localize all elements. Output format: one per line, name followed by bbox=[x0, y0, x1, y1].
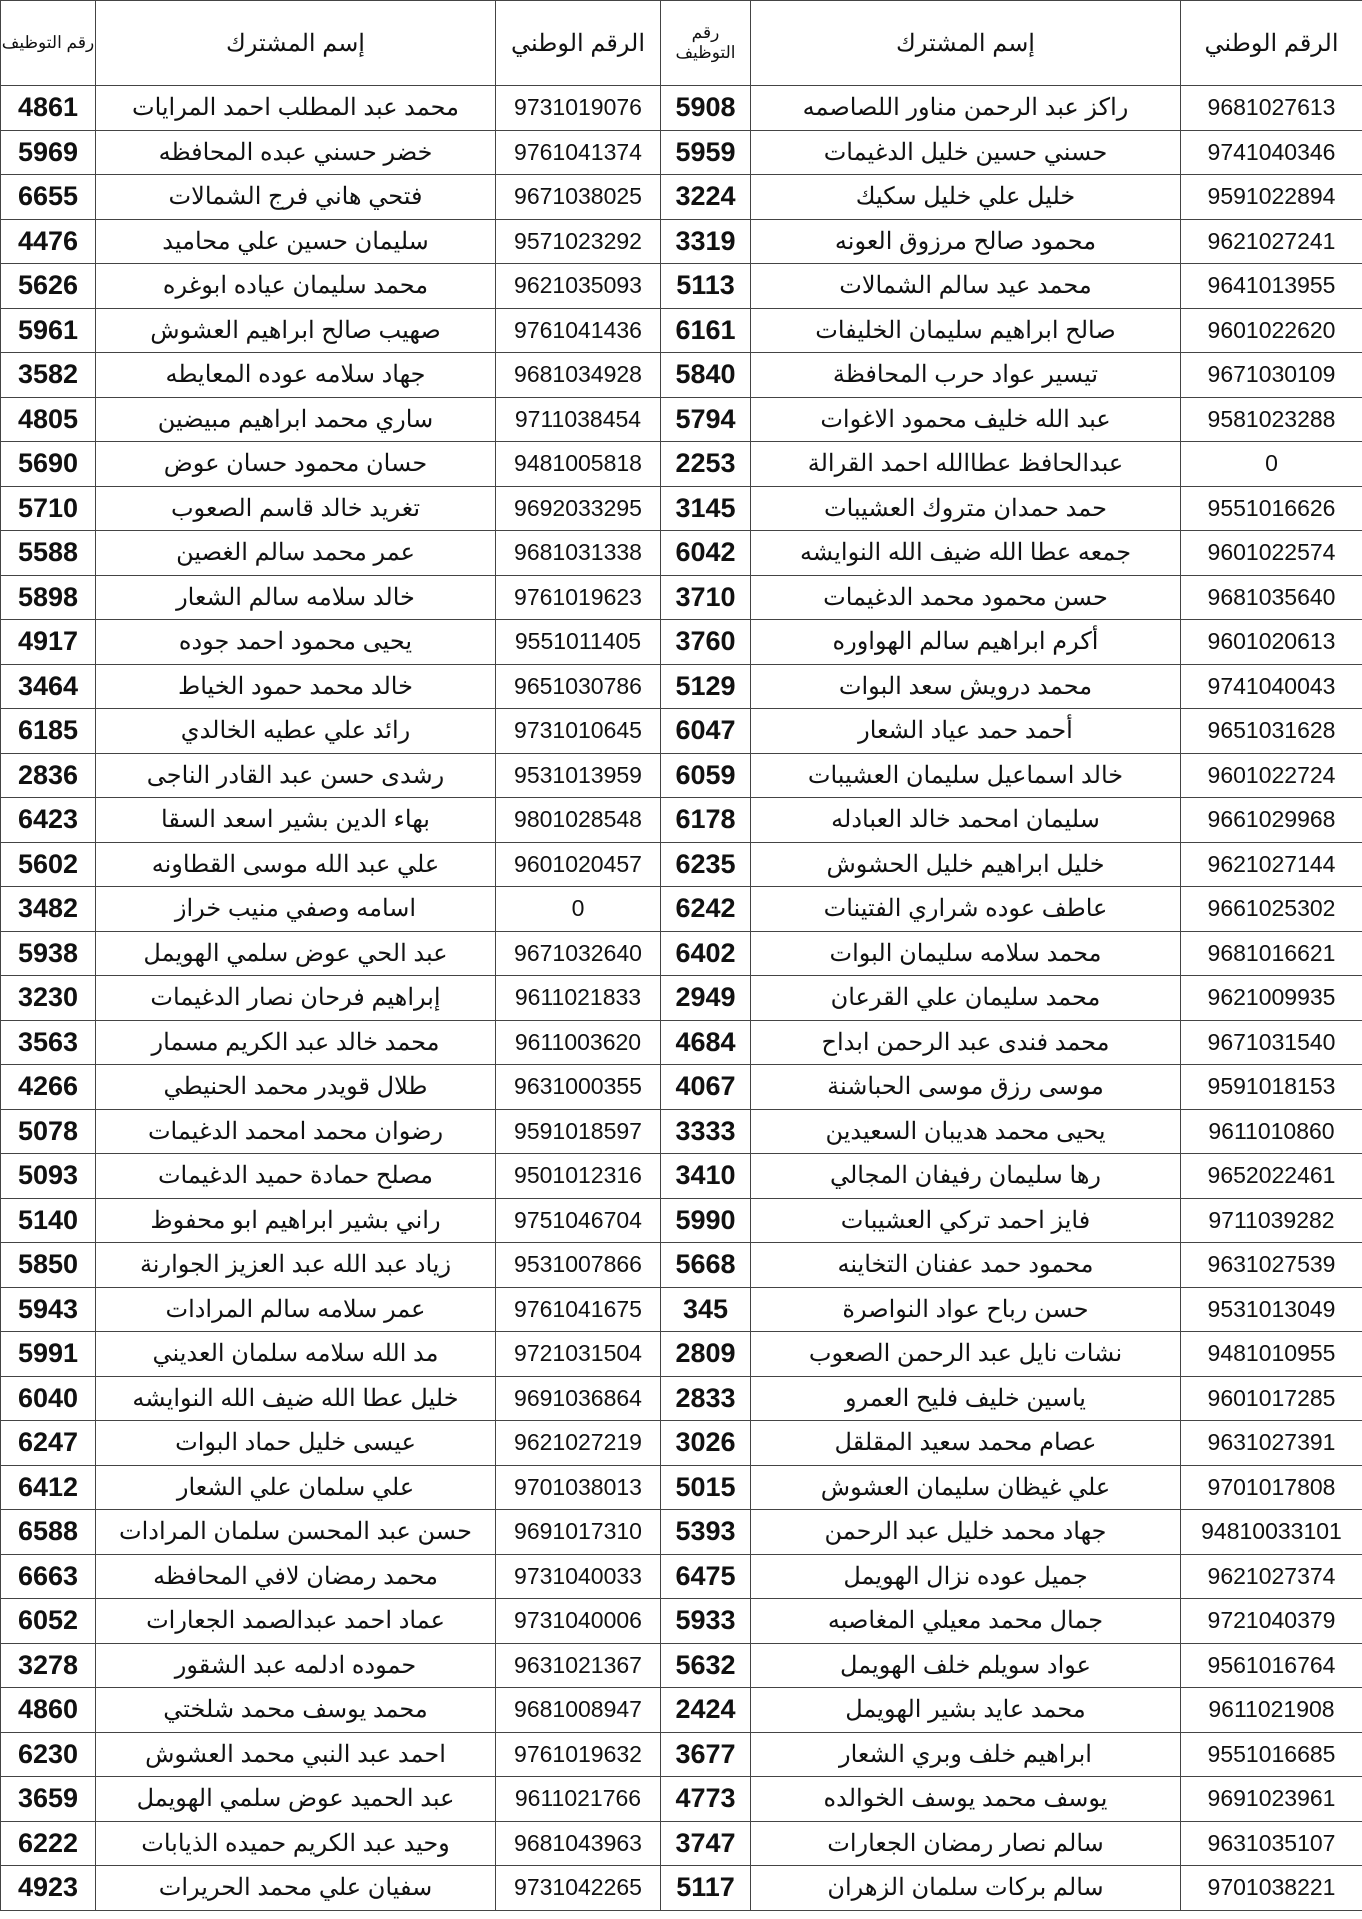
national-id-cell: 9721031504 bbox=[496, 1332, 661, 1377]
national-id-cell: 9801028548 bbox=[496, 798, 661, 843]
national-id-cell: 9691017310 bbox=[496, 1510, 661, 1555]
employee-no-cell: 6235 bbox=[661, 842, 751, 887]
employee-no-cell: 6042 bbox=[661, 531, 751, 576]
table-row bbox=[1, 709, 1362, 754]
table-row bbox=[1, 1821, 1362, 1866]
employee-no-cell: 5602 bbox=[1, 842, 96, 887]
table-row bbox=[1, 353, 1362, 398]
subscriber-name-cell: فايز احمد تركي العشيبات bbox=[751, 1198, 1181, 1243]
national-id-cell: 9651031628 bbox=[1181, 709, 1362, 754]
table-row bbox=[1, 1332, 1362, 1377]
national-id-cell: 9641013955 bbox=[1181, 264, 1362, 309]
subscriber-name-cell: محمد يوسف محمد شلختي bbox=[96, 1688, 496, 1733]
employee-no-cell: 5078 bbox=[1, 1109, 96, 1154]
header-national-id: الرقم الوطني bbox=[496, 1, 661, 86]
national-id-cell: 9651030786 bbox=[496, 664, 661, 709]
subscriber-name-cell: عاطف عوده شراري الفتينات bbox=[751, 887, 1181, 932]
subscriber-name-cell: ساري محمد ابراهيم مبيضين bbox=[96, 397, 496, 442]
subscriber-name-cell: محمد فندى عبد الرحمن ابداح bbox=[751, 1020, 1181, 1065]
subscriber-name-cell: احمد عبد النبي محمد العشوش bbox=[96, 1732, 496, 1777]
table-row bbox=[1, 1020, 1362, 1065]
employee-no-cell: 3659 bbox=[1, 1777, 96, 1822]
national-id-cell: 9681043963 bbox=[496, 1821, 661, 1866]
subscriber-name-cell: خليل علي خليل سكيك bbox=[751, 175, 1181, 220]
employee-no-cell: 3333 bbox=[661, 1109, 751, 1154]
table-row bbox=[1, 931, 1362, 976]
employee-no-cell: 345 bbox=[661, 1287, 751, 1332]
national-id-cell: 9601017285 bbox=[1181, 1376, 1362, 1421]
employee-no-cell: 2836 bbox=[1, 753, 96, 798]
employee-no-cell: 6655 bbox=[1, 175, 96, 220]
subscriber-name-cell: عواد سويلم خلف الهويمل bbox=[751, 1643, 1181, 1688]
employee-no-cell: 3230 bbox=[1, 976, 96, 1021]
employee-no-cell: 6161 bbox=[661, 308, 751, 353]
subscriber-name-cell: جميل عوده نزال الهويمل bbox=[751, 1554, 1181, 1599]
subscriber-name-cell: مصلح حمادة حميد الدغيمات bbox=[96, 1154, 496, 1199]
subscriber-name-cell: عبد الله خليف محمود الاغوات bbox=[751, 397, 1181, 442]
national-id-cell: 9761019632 bbox=[496, 1732, 661, 1777]
subscriber-name-cell: سليمان حسين علي محاميد bbox=[96, 219, 496, 264]
subscriber-name-cell: عبدالحافظ عطاالله احمد القرالة bbox=[751, 442, 1181, 487]
subscriber-name-cell: تغريد خالد قاسم الصعوب bbox=[96, 486, 496, 531]
subscriber-name-cell: عماد احمد عبدالصمد الجعارات bbox=[96, 1599, 496, 1644]
employee-no-cell: 5961 bbox=[1, 308, 96, 353]
national-id-cell: 9671030109 bbox=[1181, 353, 1362, 398]
table-row bbox=[1, 219, 1362, 264]
national-id-cell: 9531013959 bbox=[496, 753, 661, 798]
national-id-cell: 9701017808 bbox=[1181, 1465, 1362, 1510]
employee-no-cell: 3026 bbox=[661, 1421, 751, 1466]
national-id-cell: 9601022724 bbox=[1181, 753, 1362, 798]
subscriber-name-cell: نشات نايل عبد الرحمن الصعوب bbox=[751, 1332, 1181, 1377]
national-id-cell: 9621027144 bbox=[1181, 842, 1362, 887]
employee-no-cell: 3710 bbox=[661, 575, 751, 620]
employee-no-cell: 5117 bbox=[661, 1866, 751, 1911]
employee-no-cell: 2949 bbox=[661, 976, 751, 1021]
employee-no-cell: 5969 bbox=[1, 130, 96, 175]
employee-no-cell: 6052 bbox=[1, 1599, 96, 1644]
table-row bbox=[1, 1732, 1362, 1777]
employee-no-cell: 4917 bbox=[1, 620, 96, 665]
table-row bbox=[1, 620, 1362, 665]
subscriber-name-cell: أكرم ابراهيم سالم الهواوره bbox=[751, 620, 1181, 665]
national-id-cell: 9611021908 bbox=[1181, 1688, 1362, 1733]
employee-no-cell: 5668 bbox=[661, 1243, 751, 1288]
subscriber-name-cell: حسن محمود محمد الدغيمات bbox=[751, 575, 1181, 620]
national-id-cell: 9761041436 bbox=[496, 308, 661, 353]
employee-no-cell: 5140 bbox=[1, 1198, 96, 1243]
subscriber-name-cell: يوسف محمد يوسف الخوالده bbox=[751, 1777, 1181, 1822]
subscriber-name-cell: خضر حسني عبده المحافظه bbox=[96, 130, 496, 175]
employee-no-cell: 5710 bbox=[1, 486, 96, 531]
employee-no-cell: 5840 bbox=[661, 353, 751, 398]
national-id-cell: 9631000355 bbox=[496, 1065, 661, 1110]
national-id-cell: 9611021766 bbox=[496, 1777, 661, 1822]
national-id-cell: 9741040043 bbox=[1181, 664, 1362, 709]
national-id-cell: 9671031540 bbox=[1181, 1020, 1362, 1065]
subscriber-name-cell: وحيد عبد الكريم حميده الذيابات bbox=[96, 1821, 496, 1866]
employee-no-cell: 2833 bbox=[661, 1376, 751, 1421]
subscriber-name-cell: تيسير عواد حرب المحافظة bbox=[751, 353, 1181, 398]
national-id-cell: 9701038013 bbox=[496, 1465, 661, 1510]
employee-no-cell: 4266 bbox=[1, 1065, 96, 1110]
national-id-cell: 9711038454 bbox=[496, 397, 661, 442]
subscriber-name-cell: رشدى حسن عبد القادر الناجى bbox=[96, 753, 496, 798]
subscriber-name-cell: رائد علي عطيه الخالدي bbox=[96, 709, 496, 754]
national-id-cell: 94810033101 bbox=[1181, 1510, 1362, 1555]
employee-no-cell: 6040 bbox=[1, 1376, 96, 1421]
subscriber-name-cell: موسى رزق موسى الحباشنة bbox=[751, 1065, 1181, 1110]
employee-no-cell: 3747 bbox=[661, 1821, 751, 1866]
employee-no-cell: 3464 bbox=[1, 664, 96, 709]
table-row bbox=[1, 664, 1362, 709]
national-id-cell: 9601020457 bbox=[496, 842, 661, 887]
national-id-cell: 9741040346 bbox=[1181, 130, 1362, 175]
subscriber-name-cell: حسن عبد المحسن سلمان المرادات bbox=[96, 1510, 496, 1555]
table-row bbox=[1, 1109, 1362, 1154]
subscriber-name-cell: ابراهيم خلف وبري الشعار bbox=[751, 1732, 1181, 1777]
employee-no-cell: 5933 bbox=[661, 1599, 751, 1644]
subscriber-name-cell: عمر سلامه سالم المرادات bbox=[96, 1287, 496, 1332]
subscriber-name-cell: محمود حمد عفنان التخاينه bbox=[751, 1243, 1181, 1288]
subscriber-name-cell: علي سلمان علي الشعار bbox=[96, 1465, 496, 1510]
subscriber-name-cell: طلال قويدر محمد الحنيطي bbox=[96, 1065, 496, 1110]
subscriber-name-cell: عيسى خليل حماد البوات bbox=[96, 1421, 496, 1466]
national-id-cell: 9631035107 bbox=[1181, 1821, 1362, 1866]
employee-no-cell: 6059 bbox=[661, 753, 751, 798]
table-row bbox=[1, 887, 1362, 932]
employee-no-cell: 4476 bbox=[1, 219, 96, 264]
subscriber-name-cell: حسني حسين خليل الدغيمات bbox=[751, 130, 1181, 175]
table-row bbox=[1, 1599, 1362, 1644]
subscriber-name-cell: جهاد محمد خليل عبد الرحمن bbox=[751, 1510, 1181, 1555]
subscriber-name-cell: جمعه عطا الله ضيف الله النوايشه bbox=[751, 531, 1181, 576]
subscriber-name-cell: عصام محمد سعيد المقلقل bbox=[751, 1421, 1181, 1466]
subscriber-name-cell: رها سليمان رفيفان المجالي bbox=[751, 1154, 1181, 1199]
header-name: إسم المشترك bbox=[96, 1, 496, 86]
subscriber-name-cell: محمد سليمان علي القرعان bbox=[751, 976, 1181, 1021]
subscriber-name-cell: خالد محمد حمود الخياط bbox=[96, 664, 496, 709]
employee-no-cell: 6588 bbox=[1, 1510, 96, 1555]
national-id-cell: 9731042265 bbox=[496, 1866, 661, 1911]
subscriber-name-cell: مد الله سلامه سلمان العديني bbox=[96, 1332, 496, 1377]
national-id-cell: 9561016764 bbox=[1181, 1643, 1362, 1688]
table-row bbox=[1, 575, 1362, 620]
national-id-cell: 9661029968 bbox=[1181, 798, 1362, 843]
table-row bbox=[1, 1777, 1362, 1822]
table-row bbox=[1, 753, 1362, 798]
national-id-cell: 9681035640 bbox=[1181, 575, 1362, 620]
subscriber-name-cell: محمد عيد سالم الشمالات bbox=[751, 264, 1181, 309]
employee-no-cell: 3482 bbox=[1, 887, 96, 932]
employee-no-cell: 6047 bbox=[661, 709, 751, 754]
national-id-cell: 9671032640 bbox=[496, 931, 661, 976]
national-id-cell: 9621035093 bbox=[496, 264, 661, 309]
employee-no-cell: 5908 bbox=[661, 86, 751, 131]
table-row bbox=[1, 175, 1362, 220]
employee-no-cell: 6663 bbox=[1, 1554, 96, 1599]
header-name: إسم المشترك bbox=[751, 1, 1181, 86]
national-id-cell: 9631027539 bbox=[1181, 1243, 1362, 1288]
subscriber-name-cell: جمال محمد معيلي المغاصبه bbox=[751, 1599, 1181, 1644]
employee-no-cell: 6185 bbox=[1, 709, 96, 754]
subscriber-name-cell: يحيى محمد هديبان السعيدين bbox=[751, 1109, 1181, 1154]
employee-no-cell: 4773 bbox=[661, 1777, 751, 1822]
national-id-cell: 9731040033 bbox=[496, 1554, 661, 1599]
employee-no-cell: 6247 bbox=[1, 1421, 96, 1466]
employee-no-cell: 3410 bbox=[661, 1154, 751, 1199]
subscriber-name-cell: محمد عايد بشير الهويمل bbox=[751, 1688, 1181, 1733]
national-id-cell: 9591022894 bbox=[1181, 175, 1362, 220]
employee-no-cell: 5690 bbox=[1, 442, 96, 487]
table-row bbox=[1, 798, 1362, 843]
national-id-cell: 9661025302 bbox=[1181, 887, 1362, 932]
national-id-cell: 9731019076 bbox=[496, 86, 661, 131]
employee-no-cell: 5990 bbox=[661, 1198, 751, 1243]
table-row bbox=[1, 1421, 1362, 1466]
table-row bbox=[1, 442, 1362, 487]
employee-no-cell: 3677 bbox=[661, 1732, 751, 1777]
employee-no-cell: 4861 bbox=[1, 86, 96, 131]
national-id-cell: 9601022620 bbox=[1181, 308, 1362, 353]
subscriber-name-cell: يحيى محمود احمد جوده bbox=[96, 620, 496, 665]
header-employee-no: رقم التوظيف bbox=[661, 1, 751, 86]
national-id-cell: 9581023288 bbox=[1181, 397, 1362, 442]
national-id-cell: 9481010955 bbox=[1181, 1332, 1362, 1377]
employee-no-cell: 5626 bbox=[1, 264, 96, 309]
national-id-cell: 9591018597 bbox=[496, 1109, 661, 1154]
national-id-cell: 9681027613 bbox=[1181, 86, 1362, 131]
subscriber-name-cell: سفيان علي محمد الحريرات bbox=[96, 1866, 496, 1911]
table-row bbox=[1, 842, 1362, 887]
table-row bbox=[1, 1688, 1362, 1733]
subscriber-name-cell: حموده ادلمه عبد الشقور bbox=[96, 1643, 496, 1688]
employee-no-cell: 5794 bbox=[661, 397, 751, 442]
subscriber-name-cell: بهاء الدين بشير اسعد السقا bbox=[96, 798, 496, 843]
subscriber-name-cell: حسان محمود حسان عوض bbox=[96, 442, 496, 487]
subscriber-name-cell: علي عبد الله موسى القطاونه bbox=[96, 842, 496, 887]
table-row bbox=[1, 531, 1362, 576]
national-id-cell: 9621009935 bbox=[1181, 976, 1362, 1021]
subscriber-name-cell: راكز عبد الرحمن مناور اللصاصمه bbox=[751, 86, 1181, 131]
employee-no-cell: 3145 bbox=[661, 486, 751, 531]
national-id-cell: 9551016626 bbox=[1181, 486, 1362, 531]
national-id-cell: 9551011405 bbox=[496, 620, 661, 665]
national-id-cell: 9652022461 bbox=[1181, 1154, 1362, 1199]
table-row bbox=[1, 86, 1362, 131]
national-id-cell: 9681008947 bbox=[496, 1688, 661, 1733]
employee-no-cell: 4860 bbox=[1, 1688, 96, 1733]
national-id-cell: 9531013049 bbox=[1181, 1287, 1362, 1332]
table-row bbox=[1, 1554, 1362, 1599]
employee-no-cell: 2809 bbox=[661, 1332, 751, 1377]
employee-no-cell: 2424 bbox=[661, 1688, 751, 1733]
national-id-cell: 0 bbox=[496, 887, 661, 932]
table-row bbox=[1, 1065, 1362, 1110]
subscriber-name-cell: جهاد سلامه عوده المعايطه bbox=[96, 353, 496, 398]
national-id-cell: 9761041675 bbox=[496, 1287, 661, 1332]
national-id-cell: 9571023292 bbox=[496, 219, 661, 264]
employee-no-cell: 6178 bbox=[661, 798, 751, 843]
national-id-cell: 9621027374 bbox=[1181, 1554, 1362, 1599]
national-id-cell: 9761019623 bbox=[496, 575, 661, 620]
national-id-cell: 0 bbox=[1181, 442, 1362, 487]
employee-no-cell: 5959 bbox=[661, 130, 751, 175]
employee-no-cell: 5113 bbox=[661, 264, 751, 309]
employee-no-cell: 5015 bbox=[661, 1465, 751, 1510]
national-id-cell: 9691036864 bbox=[496, 1376, 661, 1421]
table-row bbox=[1, 264, 1362, 309]
table-body bbox=[1, 86, 1362, 1911]
table-row bbox=[1, 1376, 1362, 1421]
subscriber-name-cell: خالد سلامه سالم الشعار bbox=[96, 575, 496, 620]
subscriber-name-cell: أحمد حمد عياد الشعار bbox=[751, 709, 1181, 754]
employee-no-cell: 5938 bbox=[1, 931, 96, 976]
subscriber-name-cell: رضوان محمد امحمد الدغيمات bbox=[96, 1109, 496, 1154]
national-id-cell: 9501012316 bbox=[496, 1154, 661, 1199]
employee-no-cell: 5632 bbox=[661, 1643, 751, 1688]
table-row bbox=[1, 1866, 1362, 1911]
header-national-id: الرقم الوطني bbox=[1181, 1, 1362, 86]
table-row bbox=[1, 1643, 1362, 1688]
subscriber-name-cell: خالد اسماعيل سليمان العشيبات bbox=[751, 753, 1181, 798]
header-row bbox=[1, 1, 1362, 86]
national-id-cell: 9751046704 bbox=[496, 1198, 661, 1243]
national-id-cell: 9731040006 bbox=[496, 1599, 661, 1644]
subscriber-name-cell: راني بشير ابراهيم ابو محفوظ bbox=[96, 1198, 496, 1243]
national-id-cell: 9611021833 bbox=[496, 976, 661, 1021]
subscriber-name-cell: إبراهيم فرحان نصار الدغيمات bbox=[96, 976, 496, 1021]
national-id-cell: 9681016621 bbox=[1181, 931, 1362, 976]
subscriber-name-cell: عبد الحميد عوض سلمي الهويمل bbox=[96, 1777, 496, 1822]
employee-no-cell: 3319 bbox=[661, 219, 751, 264]
employee-no-cell: 6222 bbox=[1, 1821, 96, 1866]
national-id-cell: 9551016685 bbox=[1181, 1732, 1362, 1777]
national-id-cell: 9761041374 bbox=[496, 130, 661, 175]
national-id-cell: 9692033295 bbox=[496, 486, 661, 531]
table-row bbox=[1, 1154, 1362, 1199]
employee-no-cell: 6402 bbox=[661, 931, 751, 976]
national-id-cell: 9631027391 bbox=[1181, 1421, 1362, 1466]
national-id-cell: 9701038221 bbox=[1181, 1866, 1362, 1911]
employee-no-cell: 5093 bbox=[1, 1154, 96, 1199]
subscriber-name-cell: سالم بركات سلمان الزهران bbox=[751, 1866, 1181, 1911]
subscriber-name-cell: خليل ابراهيم خليل الحشوش bbox=[751, 842, 1181, 887]
employee-no-cell: 4805 bbox=[1, 397, 96, 442]
employee-no-cell: 4684 bbox=[661, 1020, 751, 1065]
subscriber-name-cell: حسن رباح عواد النواصرة bbox=[751, 1287, 1181, 1332]
subscriber-name-cell: ياسين خليف فليح العمرو bbox=[751, 1376, 1181, 1421]
table-row bbox=[1, 976, 1362, 1021]
employee-no-cell: 6230 bbox=[1, 1732, 96, 1777]
employee-no-cell: 2253 bbox=[661, 442, 751, 487]
table-row bbox=[1, 1465, 1362, 1510]
table-row bbox=[1, 486, 1362, 531]
header-employee-no: رقم التوظيف bbox=[1, 1, 96, 86]
national-id-cell: 9601022574 bbox=[1181, 531, 1362, 576]
subscriber-name-cell: صالح ابراهيم سليمان الخليفات bbox=[751, 308, 1181, 353]
employee-no-cell: 3278 bbox=[1, 1643, 96, 1688]
national-id-cell: 9711039282 bbox=[1181, 1198, 1362, 1243]
subscriber-name-cell: زياد عبد الله عبد العزيز الجوارنة bbox=[96, 1243, 496, 1288]
employee-no-cell: 5588 bbox=[1, 531, 96, 576]
subscriber-name-cell: محمد عبد المطلب احمد المرايات bbox=[96, 86, 496, 131]
subscriber-name-cell: خليل عطا الله ضيف الله النوايشه bbox=[96, 1376, 496, 1421]
table-row bbox=[1, 130, 1362, 175]
national-id-cell: 9621027219 bbox=[496, 1421, 661, 1466]
table-row bbox=[1, 1510, 1362, 1555]
national-id-cell: 9531007866 bbox=[496, 1243, 661, 1288]
employee-no-cell: 5943 bbox=[1, 1287, 96, 1332]
employee-no-cell: 5129 bbox=[661, 664, 751, 709]
employee-no-cell: 3224 bbox=[661, 175, 751, 220]
subscriber-name-cell: محمد رمضان لافي المحافظه bbox=[96, 1554, 496, 1599]
subscriber-name-cell: علي غيظان سليمان العشوش bbox=[751, 1465, 1181, 1510]
national-id-cell: 9631021367 bbox=[496, 1643, 661, 1688]
table-row bbox=[1, 308, 1362, 353]
national-id-cell: 9481005818 bbox=[496, 442, 661, 487]
employee-no-cell: 3582 bbox=[1, 353, 96, 398]
subscriber-name-cell: سالم نصار رمضان الجعارات bbox=[751, 1821, 1181, 1866]
national-id-cell: 9721040379 bbox=[1181, 1599, 1362, 1644]
subscriber-name-cell: حمد حمدان متروك العشيبات bbox=[751, 486, 1181, 531]
subscriber-name-cell: فتحي هاني فرج الشمالات bbox=[96, 175, 496, 220]
subscriber-name-cell: محمد سلامه سليمان البوات bbox=[751, 931, 1181, 976]
subscriber-name-cell: محمود صالح مرزوق العونه bbox=[751, 219, 1181, 264]
subscriber-name-cell: عبد الحي عوض سلمي الهويمل bbox=[96, 931, 496, 976]
subscriber-name-cell: اسامه وصفي منيب خراز bbox=[96, 887, 496, 932]
employee-no-cell: 4923 bbox=[1, 1866, 96, 1911]
employee-no-cell: 4067 bbox=[661, 1065, 751, 1110]
national-id-cell: 9591018153 bbox=[1181, 1065, 1362, 1110]
employee-no-cell: 5898 bbox=[1, 575, 96, 620]
subscriber-name-cell: سليمان امحمد خالد العبادله bbox=[751, 798, 1181, 843]
national-id-cell: 9621027241 bbox=[1181, 219, 1362, 264]
national-id-cell: 9601020613 bbox=[1181, 620, 1362, 665]
employee-no-cell: 5393 bbox=[661, 1510, 751, 1555]
subscriber-name-cell: صهيب صالح ابراهيم العشوش bbox=[96, 308, 496, 353]
employee-no-cell: 6242 bbox=[661, 887, 751, 932]
subscriber-name-cell: محمد خالد عبد الكريم مسمار bbox=[96, 1020, 496, 1065]
subscriber-name-cell: محمد درويش سعد البوات bbox=[751, 664, 1181, 709]
subscriber-name-cell: محمد سليمان عياده ابوغره bbox=[96, 264, 496, 309]
employee-no-cell: 3760 bbox=[661, 620, 751, 665]
national-id-cell: 9681034928 bbox=[496, 353, 661, 398]
national-id-cell: 9731010645 bbox=[496, 709, 661, 754]
table-row bbox=[1, 1287, 1362, 1332]
employee-no-cell: 5850 bbox=[1, 1243, 96, 1288]
national-id-cell: 9611003620 bbox=[496, 1020, 661, 1065]
table-row bbox=[1, 1198, 1362, 1243]
table-row bbox=[1, 397, 1362, 442]
employee-no-cell: 6412 bbox=[1, 1465, 96, 1510]
national-id-cell: 9671038025 bbox=[496, 175, 661, 220]
employee-no-cell: 6475 bbox=[661, 1554, 751, 1599]
employee-no-cell: 5991 bbox=[1, 1332, 96, 1377]
national-id-cell: 9691023961 bbox=[1181, 1777, 1362, 1822]
national-id-cell: 9611010860 bbox=[1181, 1109, 1362, 1154]
employee-no-cell: 6423 bbox=[1, 798, 96, 843]
national-id-cell: 9681031338 bbox=[496, 531, 661, 576]
table-row bbox=[1, 1243, 1362, 1288]
subscriber-name-cell: عمر محمد سالم الغصين bbox=[96, 531, 496, 576]
employee-no-cell: 3563 bbox=[1, 1020, 96, 1065]
